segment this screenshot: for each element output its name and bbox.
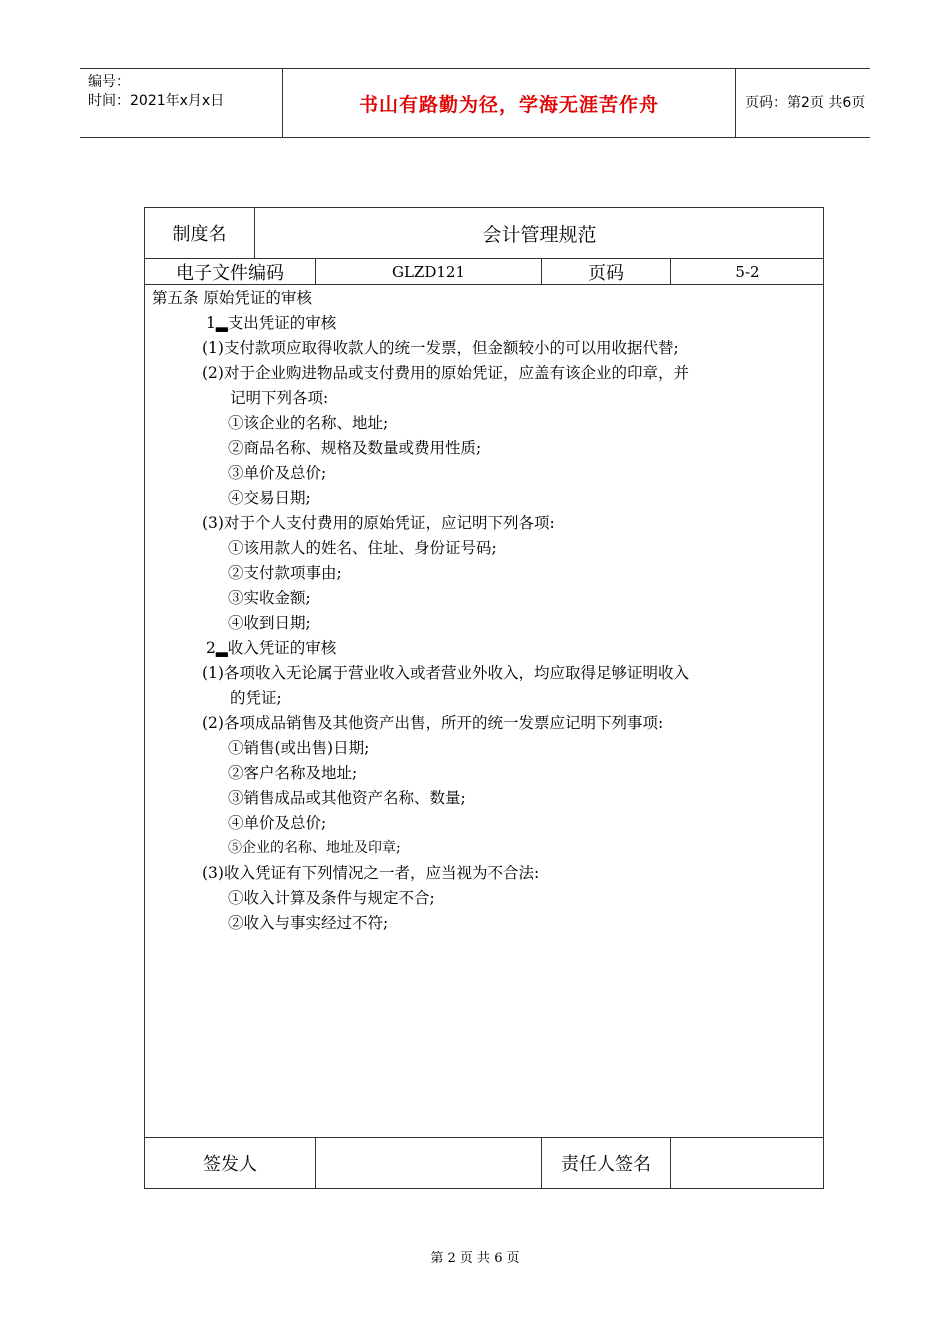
responsible-signature-field[interactable]: [670, 1138, 824, 1188]
list-item: ③实收金额;: [228, 589, 311, 607]
form-code-row: [145, 259, 823, 285]
list-item: ①收入计算及条件与规定不合;: [228, 889, 435, 907]
content-line: (3)收入凭证有下列情况之一者，应当视为不合法:: [202, 864, 540, 882]
responsible-label: 责任人签名: [541, 1138, 670, 1188]
policy-form-table: [144, 207, 824, 1189]
content-line: (1)各项收入无论属于营业收入或者营业外收入，均应取得足够证明收入: [202, 664, 689, 682]
content-line: 的凭证;: [230, 689, 282, 707]
form-title-row: [145, 208, 823, 259]
content-line: (1)支付款项应取得收款人的统一发票，但金额较小的可以用收据代替;: [202, 339, 679, 357]
signer-label: 签发人: [203, 1154, 257, 1175]
list-item: ②商品名称、规格及数量或费用性质;: [228, 439, 482, 457]
list-item: ④收到日期;: [228, 614, 311, 632]
policy-content: [145, 285, 823, 1138]
motto-text: 书山有路勤为径，学海无涯苦作舟: [358, 93, 659, 116]
document-header: [80, 68, 870, 138]
file-code-label: 电子文件编码: [176, 262, 284, 284]
section-heading: 1▂支出凭证的审核: [206, 314, 337, 332]
list-item: ③销售成品或其他资产名称、数量;: [228, 789, 466, 807]
list-item: ①该用款人的姓名、住址、身份证号码;: [228, 539, 497, 557]
list-item: ②收入与事实经过不符;: [228, 914, 389, 932]
article-heading: 第五条 原始凭证的审核: [152, 289, 312, 307]
list-item: ③单价及总价;: [228, 464, 327, 482]
list-item: ④单价及总价;: [228, 814, 327, 832]
policy-name-value: 会计管理规范: [254, 208, 824, 258]
content-line: (2)对于企业购进物品或支付费用的原始凭证，应盖有该企业的印章，并: [202, 364, 689, 382]
policy-name-label: 制度名: [172, 224, 227, 245]
list-item: ⑤企业的名称、地址及印章;: [228, 840, 401, 856]
number-label: 编号：: [88, 74, 130, 90]
signer-field[interactable]: [315, 1138, 541, 1188]
content-line: 记明下列各项:: [230, 389, 329, 407]
page-value: 5-2: [670, 259, 824, 284]
list-item: ①该企业的名称、地址;: [228, 414, 389, 432]
content-line: (3)对于个人支付费用的原始凭证，应记明下列各项:: [202, 514, 555, 532]
page-label: 页码: [541, 259, 670, 284]
section-heading: 2▂收入凭证的审核: [206, 639, 337, 657]
list-item: ②支付款项事由;: [228, 564, 342, 582]
header-meta-cell: [80, 69, 282, 137]
file-code-value: GLZD121: [315, 259, 541, 284]
list-item: ④交易日期;: [228, 489, 311, 507]
list-item: ①销售(或出售)日期;: [228, 739, 370, 757]
header-page-info: 页码：第2页 共6页: [745, 95, 866, 111]
list-item: ②客户名称及地址;: [228, 764, 358, 782]
time-label: 时间：2021年x月x日: [88, 93, 225, 109]
form-signature-row: [145, 1138, 823, 1188]
page-footer: 第 2 页 共 6 页: [430, 1251, 520, 1266]
content-line: (2)各项成品销售及其他资产出售，所开的统一发票应记明下列事项:: [202, 714, 664, 732]
header-motto-cell: [282, 69, 736, 137]
